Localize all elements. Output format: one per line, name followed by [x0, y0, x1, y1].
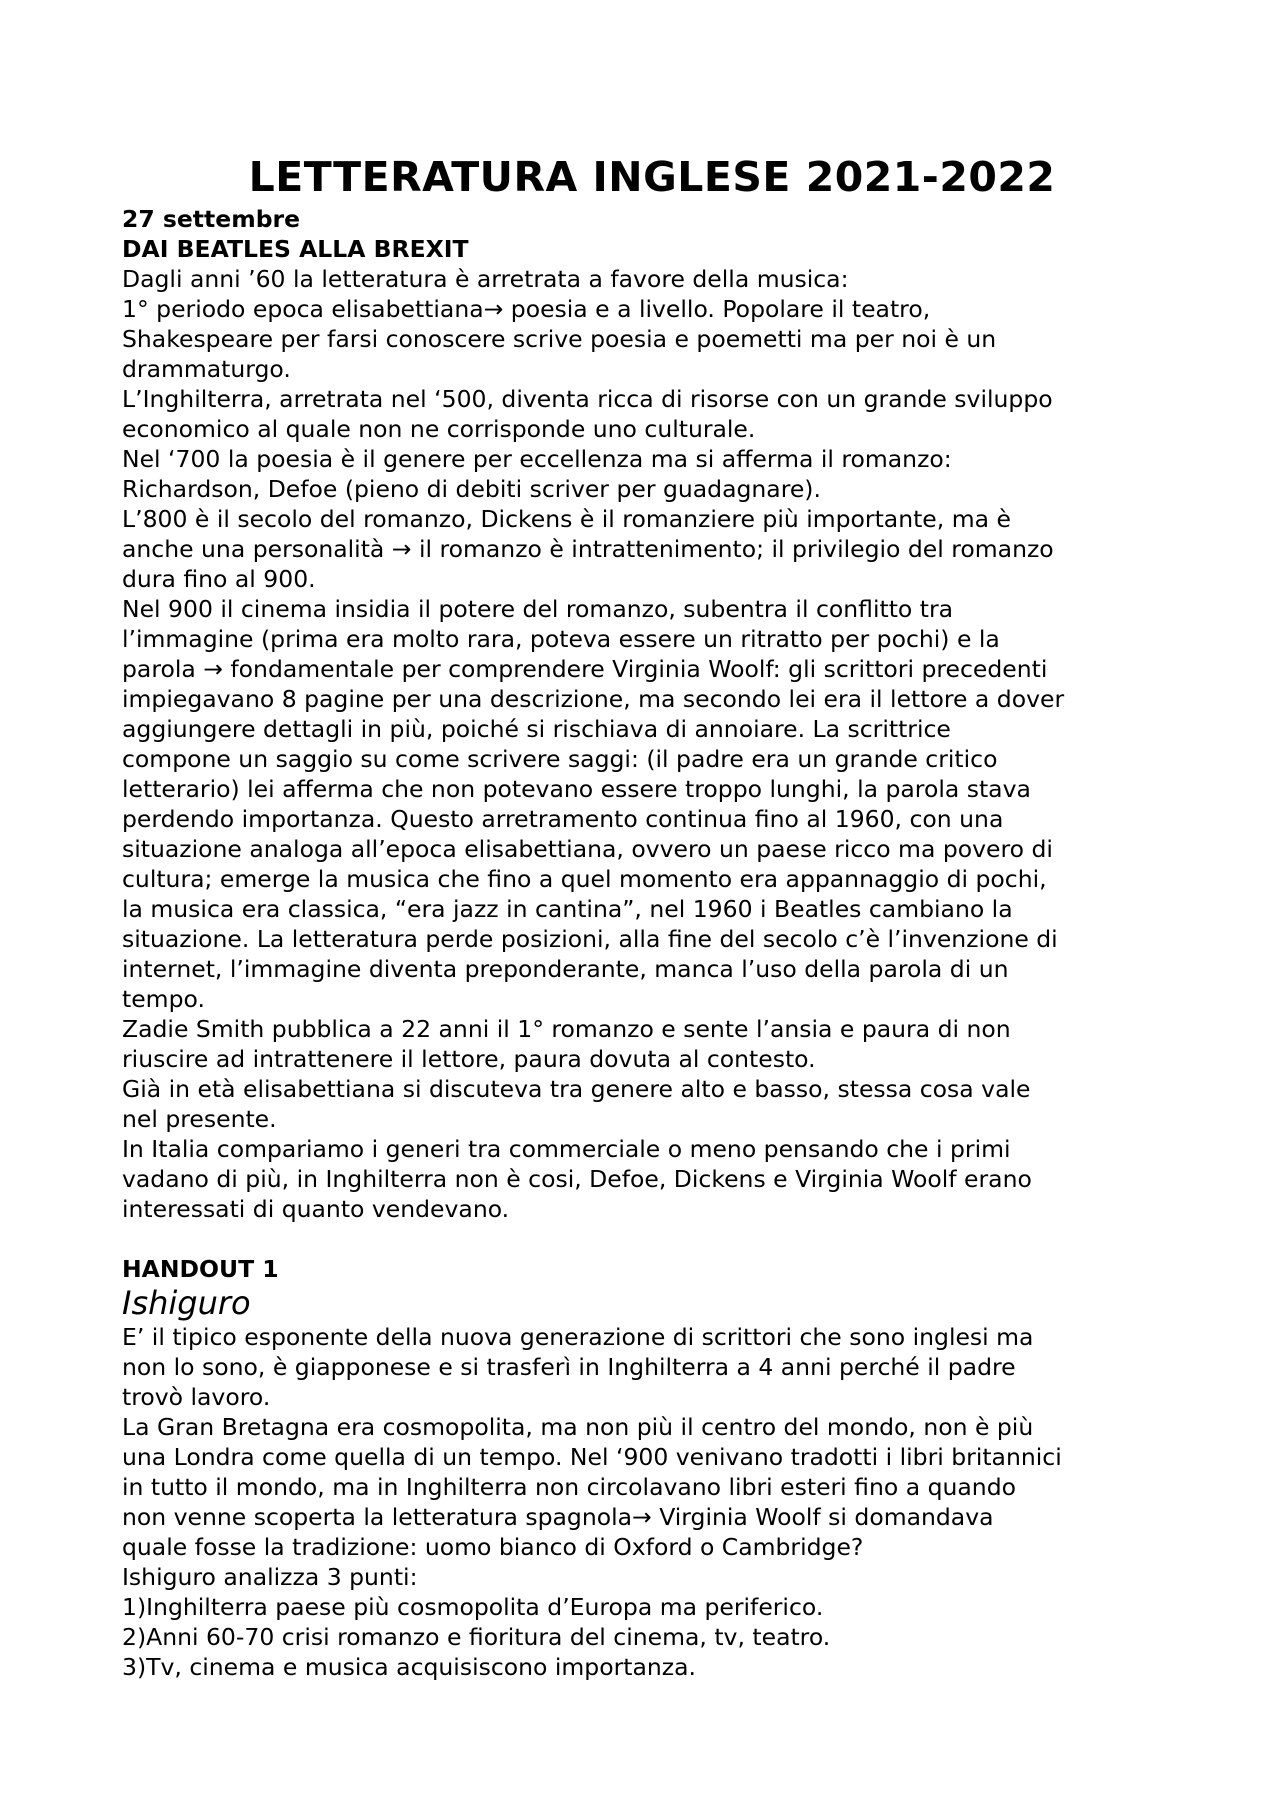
text-line: l’immagine (prima era molto rara, poteva essere un ritratto per pochi) e la [122, 625, 1000, 653]
section-body-ishiguro [122, 1322, 1182, 1682]
text-line: compone un saggio su come scrivere saggi: (il padre era un grande critico [122, 745, 998, 773]
text-line: impiegavano 8 pagine per una descrizione, ma secondo lei era il lettore a dover [122, 685, 1065, 713]
text-line: Ishiguro analizza 3 punti: [122, 1563, 418, 1591]
document-title: LETTERATURA INGLESE 2021-2022 [248, 153, 1056, 201]
document-page [122, 150, 1182, 1682]
text-line: Richardson, Defoe (pieno di debiti scriver per guadagnare). [122, 475, 821, 503]
text-line: Nel 900 il cinema insidia il potere del romanzo, subentra il conflitto tra [122, 595, 954, 623]
text-line: 1° periodo epoca elisabettiana→ poesia e a livello. Popolare il teatro, [122, 295, 931, 323]
text-line: quale fosse la tradizione: uomo bianco di Oxford o Cambridge? [122, 1533, 864, 1561]
lesson-date: 27 settembre [122, 205, 301, 233]
text-line: cultura; emerge la musica che fino a quel momento era appannaggio di pochi, [122, 865, 1047, 893]
text-line: economico al quale non ne corrisponde uno culturale. [122, 415, 756, 443]
text-line: nel presente. [122, 1105, 277, 1133]
section-heading-handout-1: HANDOUT 1 [122, 1255, 279, 1283]
text-line: In Italia compariamo i generi tra commerciale o meno pensando che i primi [122, 1135, 1011, 1163]
text-line: in tutto il mondo, ma in Inghilterra non circolavano libri esteri fino a quando [122, 1473, 1016, 1501]
text-line: drammaturgo. [122, 355, 291, 383]
text-line: 1)Inghilterra paese più cosmopolita d’Europa ma periferico. [122, 1593, 824, 1621]
text-line: situazione. La letteratura perde posizioni, alla fine del secolo c’è l’invenzione di [122, 925, 1058, 953]
text-line: Zadie Smith pubblica a 22 anni il 1° romanzo e sente l’ansia e paura di non [122, 1015, 1011, 1043]
text-line: aggiungere dettagli in più, poiché si rischiava di annoiare. La scrittrice [122, 715, 951, 743]
text-line: anche una personalità → il romanzo è intrattenimento; il privilegio del romanzo [122, 535, 1054, 563]
text-line: vadano di più, in Inghilterra non è cosi, Defoe, Dickens e Virginia Woolf erano [122, 1165, 1032, 1193]
text-line: interessati di quanto vendevano. [122, 1195, 510, 1223]
text-line: dura fino al 900. [122, 565, 316, 593]
text-line: trovò lavoro. [122, 1383, 271, 1411]
text-line: non lo sono, è giapponese e si trasferì in Inghilterra a 4 anni perché il padre [122, 1353, 1016, 1381]
section-body-beatles-brexit [122, 264, 1182, 1224]
text-line: 2)Anni 60-70 crisi romanzo e fioritura del cinema, tv, teatro. [122, 1623, 831, 1651]
text-line: Shakespeare per farsi conoscere scrive poesia e poemetti ma per noi è un [122, 325, 997, 353]
text-line: Dagli anni ’60 la letteratura è arretrata a favore della musica: [122, 265, 849, 293]
text-line: Nel ‘700 la poesia è il genere per eccellenza ma si afferma il romanzo: [122, 445, 952, 473]
text-line: internet, l’immagine diventa preponderante, manca l’uso della parola di un [122, 955, 1009, 983]
text-line: parola → fondamentale per comprendere Virginia Woolf: gli scrittori precedenti [122, 655, 1048, 683]
subheading-ishiguro: Ishiguro [122, 1284, 251, 1322]
text-line: letterario) lei afferma che non potevano essere troppo lunghi, la parola stava [122, 775, 1031, 803]
text-line: 3)Tv, cinema e musica acquisiscono importanza. [122, 1653, 696, 1681]
text-line: una Londra come quella di un tempo. Nel ‘900 venivano tradotti i libri britannici [122, 1443, 1062, 1471]
text-line: L’Inghilterra, arretrata nel ‘500, diventa ricca di risorse con un grande sviluppo [122, 385, 1053, 413]
text-line: Già in età elisabettiana si discuteva tra genere alto e basso, stessa cosa vale [122, 1075, 1031, 1103]
text-line: L’800 è il secolo del romanzo, Dickens è il romanziere più importante, ma è [122, 505, 1011, 533]
text-line: situazione analoga all’epoca elisabettiana, ovvero un paese ricco ma povero di [122, 835, 1053, 863]
text-line: perdendo importanza. Questo arretramento continua fino al 1960, con una [122, 805, 1004, 833]
section-spacer [122, 1224, 1182, 1254]
text-line: riuscire ad intrattenere il lettore, paura dovuta al contesto. [122, 1045, 816, 1073]
text-line: tempo. [122, 985, 205, 1013]
text-line: non venne scoperta la letteratura spagnola→ Virginia Woolf si domandava [122, 1503, 994, 1531]
text-line: la musica era classica, “era jazz in cantina”, nel 1960 i Beatles cambiano la [122, 895, 1013, 923]
section-heading-beatles-brexit: DAI BEATLES ALLA BREXIT [122, 235, 469, 263]
text-line: La Gran Bretagna era cosmopolita, ma non più il centro del mondo, non è più [122, 1413, 1034, 1441]
text-line: E’ il tipico esponente della nuova generazione di scrittori che sono inglesi ma [122, 1323, 1034, 1351]
